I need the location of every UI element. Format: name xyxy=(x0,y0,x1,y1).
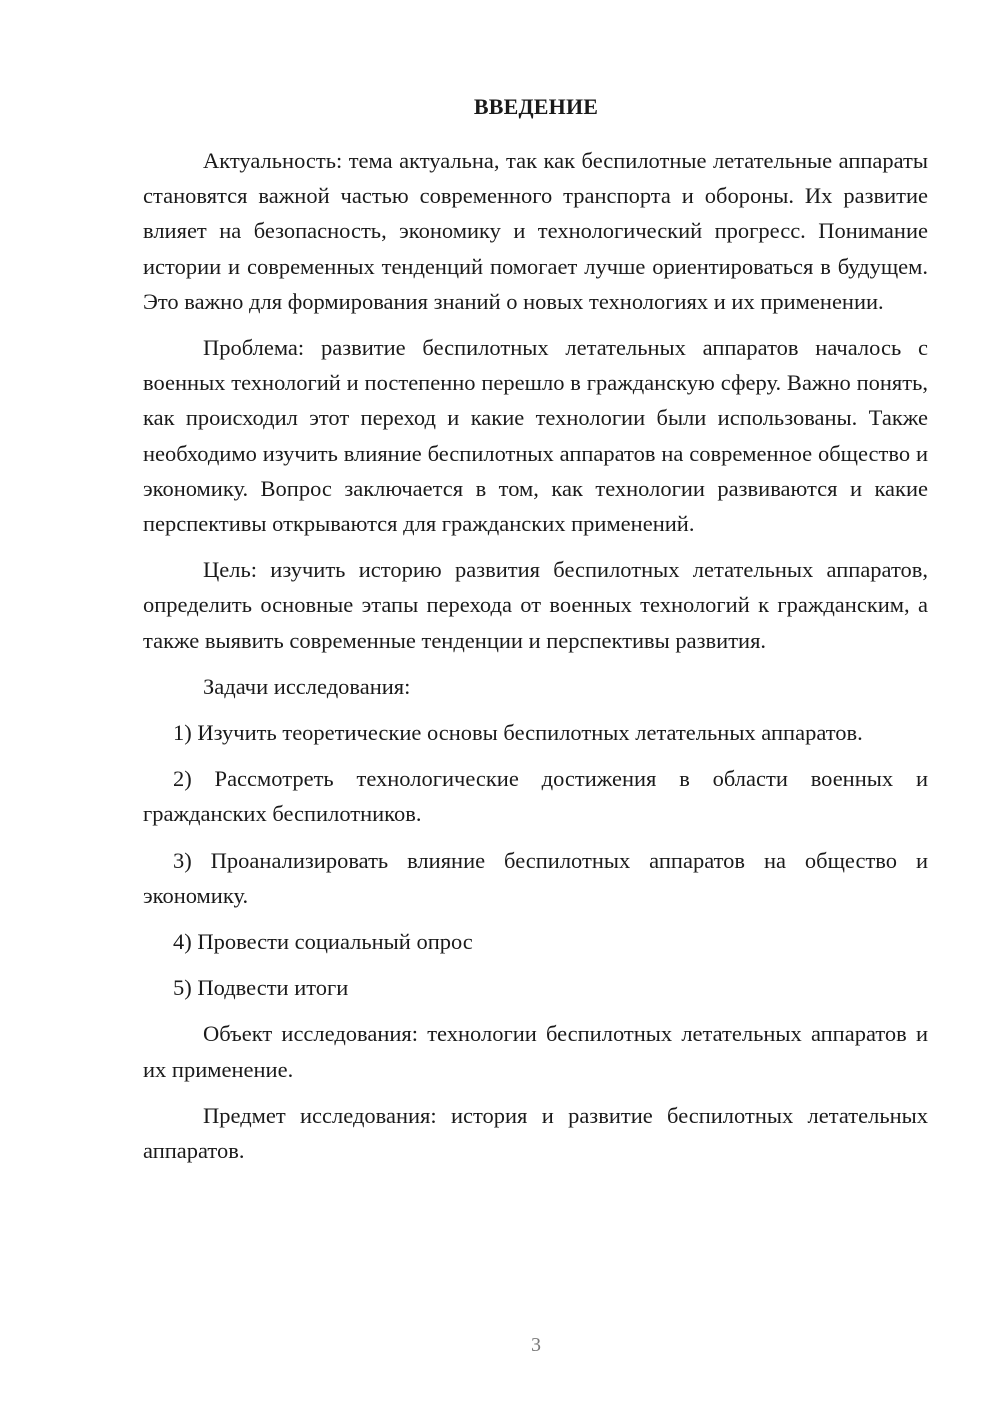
task-item-5: 5) Подвести итоги xyxy=(173,975,349,1001)
paragraph-subject: Предмет исследования: история и развитие беспилотных летательных аппаратов. xyxy=(143,1102,928,1164)
document-body xyxy=(143,143,928,1179)
page-number: 3 xyxy=(531,1334,541,1356)
task-item-1: 1) Изучить теоретические основы беспилотных летательных аппаратов. xyxy=(173,720,863,746)
paragraph-goal: Цель: изучить историю развития беспилотных летательных аппаратов, определить основные этапы перехода от военных технологий к гражданским, а также выявить современные тенденции и перспективы развития. xyxy=(143,557,928,653)
tasks-heading: Задачи исследования: xyxy=(203,673,411,699)
paragraph-relevance: Актуальность: тема актуальна, так как беспилотные летательные аппараты становятся важной частью современного транспорта и обороны. Их развитие влияет на безопасность, экономику и технологический прогресс. Понимание истории и современных тенденций помогает лучше ориентироваться в будущем. Это важно для формирования знаний о новых технологиях и их применении. xyxy=(143,148,928,314)
section-title: ВВЕДЕНИЕ xyxy=(473,94,599,119)
task-item-3: 3) Проанализировать влияние беспилотных аппаратов на общество и экономику. xyxy=(143,847,928,908)
task-item-4: 4) Провести социальный опрос xyxy=(173,929,473,955)
paragraph-problem: Проблема: развитие беспилотных летательных аппаратов началось с военных технологий и постепенно перешло в гражданскую сферу. Важно понять, как происходил этот переход и какие технологии были использованы. Также необходимо изучить влияние беспилотных аппаратов на современное общество и экономику. Вопрос заключается в том, как технологии развиваются и какие перспективы открываются для гражданских применений. xyxy=(143,335,928,537)
task-item-2: 2) Рассмотреть технологические достижения в области военных и гражданских беспилотников. xyxy=(143,766,928,827)
paragraph-object: Объект исследования: технологии беспилотных летательных аппаратов и их применение. xyxy=(143,1021,928,1082)
